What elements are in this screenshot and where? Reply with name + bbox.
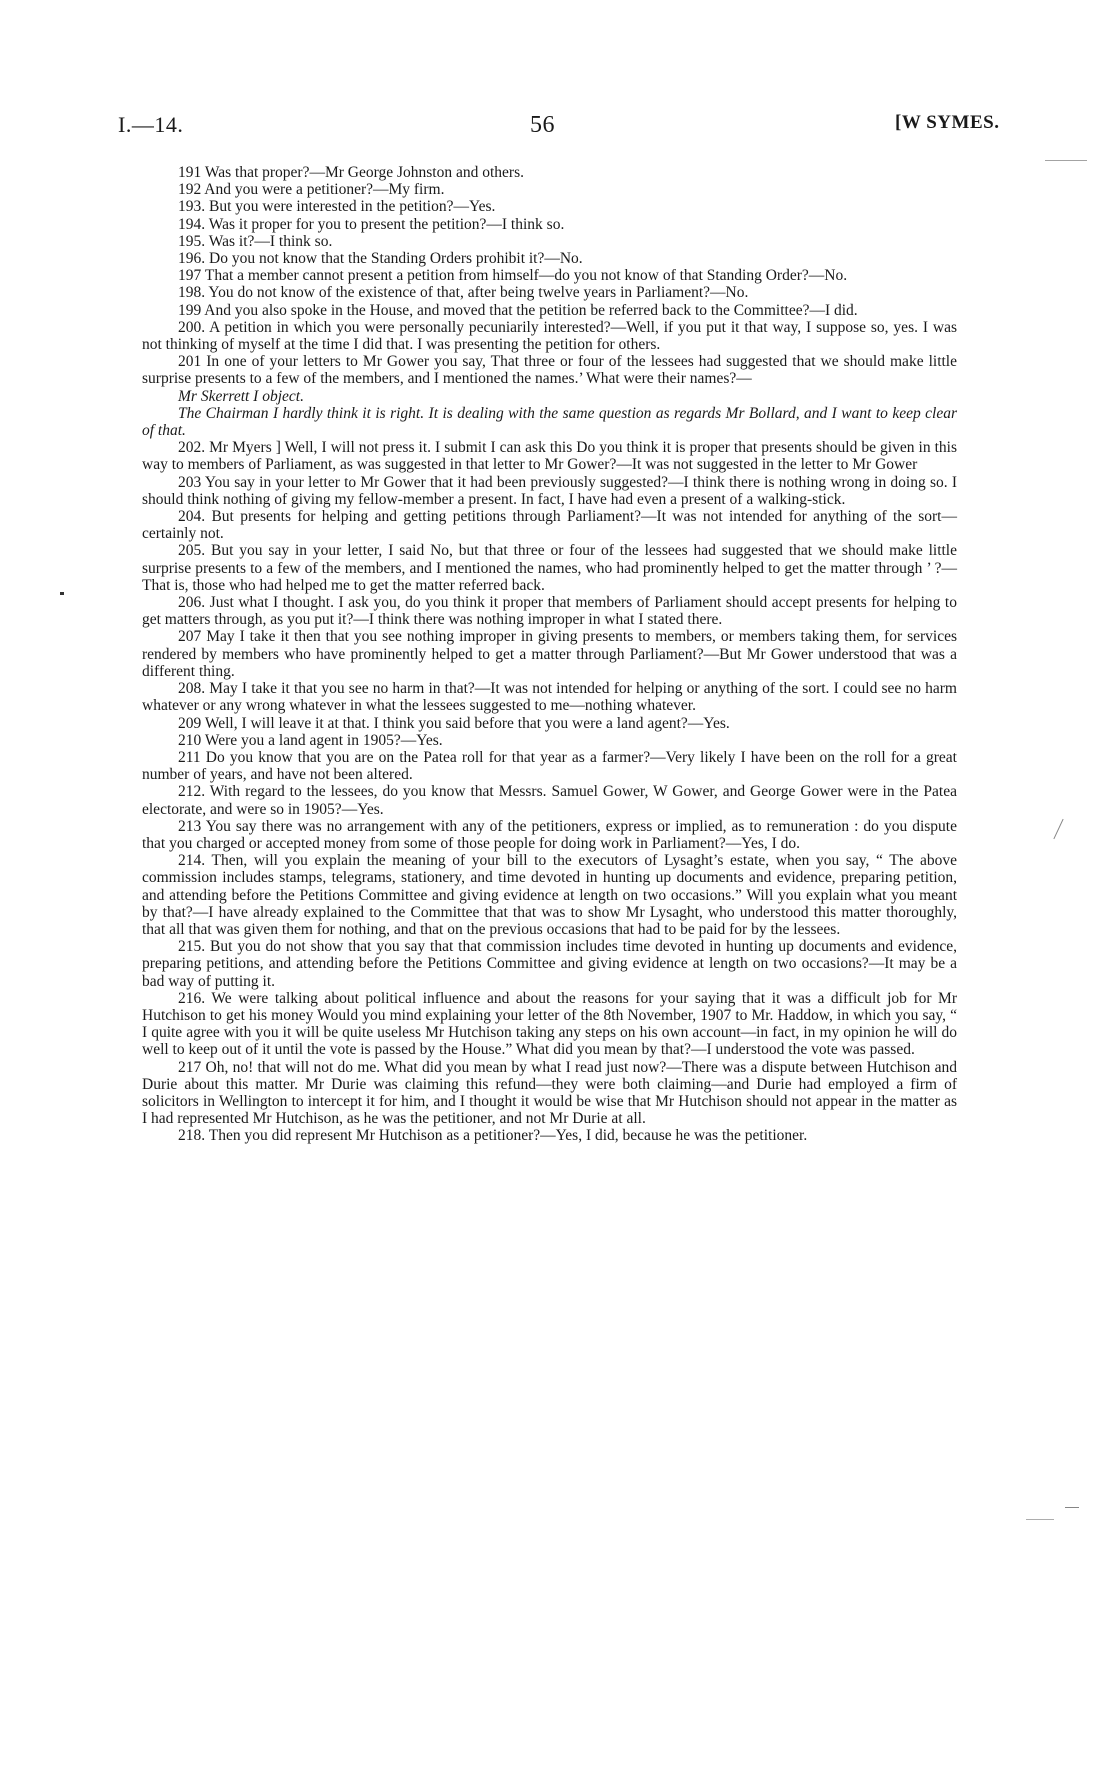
objection-skerrett: Mr Skerrett I object. bbox=[178, 387, 304, 405]
question-204: 204. But presents for helping and getting petitions through Parliament?—It was not intended for anything of the sort—certainly not. bbox=[142, 508, 957, 543]
scan-artifact bbox=[60, 592, 64, 595]
question-209: 209 Well, I will leave it at that. I think you said before that you were a land agent?—Yes. bbox=[178, 714, 730, 732]
scan-artifact bbox=[1053, 819, 1063, 839]
question-205: 205. But you say in your letter, I said No, but that three or four of the lessees had suggested that we should make little surprise presents to a few of the members, and I mentioned the names, who had prominently helped to get the matter through ’ ?—That is, those who had helped me to get the matter referred back. bbox=[142, 542, 957, 594]
scan-artifact bbox=[1026, 1519, 1054, 1520]
page-number: 56 bbox=[530, 112, 555, 138]
question-198: 198. You do not know of the existence of that, after being twelve years in Parliament?—No. bbox=[178, 284, 749, 302]
question-199: 199 And you also spoke in the House, and moved that the petition be referred back to the Committee?—I did. bbox=[178, 301, 858, 319]
paper-reference: I.—14. bbox=[118, 112, 184, 137]
witness-name: [W SYMES. bbox=[895, 112, 1000, 133]
question-192: 192 And you were a petitioner?—My firm. bbox=[178, 181, 445, 199]
question-201: 201 In one of your letters to Mr Gower you say, That three or four of the lessees had suggested that we should make little surprise presents to a few of the members, and I mentioned the names.’ What were their names?— bbox=[142, 353, 957, 388]
question-208: 208. May I take it that you see no harm in that?—It was not intended for helping or anything of the sort. I could see no harm whatever or any wrong whatever in what the lessees suggested to me—nothing whatever. bbox=[142, 680, 957, 715]
question-193: 193. But you were interested in the petition?—Yes. bbox=[178, 198, 496, 216]
question-194: 194. Was it proper for you to present the petition?—I think so. bbox=[178, 215, 565, 233]
question-202: 202. Mr Myers ] Well, I will not press it. I submit I can ask this Do you think it is proper that presents should be given in this way to members of Parliament, as was suggested in that letter to Mr Gower?—It was not suggested in the letter to Mr Gower bbox=[142, 439, 957, 474]
question-191: 191 Was that proper?—Mr George Johnston and others. bbox=[178, 164, 525, 181]
question-214: 214. Then, will you explain the meaning of your bill to the executors of Lysaght’s estate, when you say, “ The above commission includes stamps, telegrams, stationery, and time devoted in hunting up documents and evidence, preparing petition, and attending before the Petitions Committee and giving evidence at length on two occasions.” Will you explain what you meant by that?—I have already explained to the Committee that that was to show Mr Lysaght, who understood this matter thoroughly, that all that was given them for nothing, and that on the previous occasions that had to be paid for by the lessees. bbox=[142, 852, 957, 938]
question-197: 197 That a member cannot present a petition from himself—do you not know of that Standing Order?—No. bbox=[178, 267, 848, 285]
scan-artifact bbox=[1065, 1507, 1079, 1508]
question-203: 203 You say in your letter to Mr Gower that it had been previously suggested?—I think there is nothing wrong in doing so. I should think nothing of giving my fellow-member a present. In fact, I have had even a present of a walking-stick. bbox=[142, 473, 957, 508]
question-212: 212. With regard to the lessees, do you know that Messrs. Samuel Gower, W Gower, and George Gower were in the Patea electorate, and were so in 1905?—Yes. bbox=[142, 783, 957, 818]
question-217: 217 Oh, no! that will not do me. What did you mean by what I read just now?—There was a dispute between Hutchison and Durie about this matter. Mr Durie was claiming this refund—they were both claiming—and Durie had employed a firm of solicitors in Wellington to intercept it for him, and I thought it would be wise that Mr Hutchison should not appear in the matter as I had represented Mr Hutchison, as he was the petitioner, and not Mr Durie at all. bbox=[142, 1058, 957, 1128]
question-196: 196. Do you not know that the Standing Orders prohibit it?—No. bbox=[178, 250, 583, 268]
question-206: 206. Just what I thought. I ask you, do you think it proper that members of Parliament should accept presents for helping to get matters through, as you put it?—I think there was nothing improper in what I stated there. bbox=[142, 594, 957, 629]
question-213: 213 You say there was no arrangement with any of the petitioners, express or implied, as to remuneration : do you dispute that you charged or accepted money from some of those people for doing work in Parliament?—Yes, I do. bbox=[142, 817, 957, 852]
scan-artifact bbox=[1045, 160, 1087, 161]
question-215: 215. But you do not show that you say that that commission includes time devoted in hunting up documents and evidence, preparing petitions, and attending before the Petitions Committee and giving evidence at length on two occasions?—It may be a bad way of putting it. bbox=[142, 938, 957, 990]
question-200: 200. A petition in which you were personally pecuniarily interested?—Well, if you put it that way, I suppose so, yes. I was not thinking of myself at the time I did that. I was presenting the petition for others. bbox=[142, 318, 957, 354]
chairman-ruling: The Chairman I hardly think it is right. It is dealing with the same question as regards Mr Bollard, and I want to keep clear of that. bbox=[142, 404, 957, 440]
question-218: 218. Then you did represent Mr Hutchison as a petitioner?—Yes, I did, because he was the petitioner. bbox=[178, 1127, 808, 1145]
question-211: 211 Do you know that you are on the Patea roll for that year as a farmer?—Very likely I have been on the roll for a great number of years, and have not been altered. bbox=[142, 748, 957, 784]
testimony-body bbox=[142, 164, 957, 1145]
question-195: 195. Was it?—I think so. bbox=[178, 232, 333, 250]
question-216: 216. We were talking about political influence and about the reasons for your saying that it was a difficult job for Mr Hutchison to get his money Would you mind explaining your letter of the 8th November, 1907 to Mr. Haddow, in which you say, “ I quite agree with you it will be quite useless Mr Hutchison taking any steps on his own account—in fact, in my opinion he will do well to keep out of it until the vote is passed by the House.” What did you mean by that?—I understood the vote was passed. bbox=[142, 989, 957, 1059]
question-207: 207 May I take it then that you see nothing improper in giving presents to members, or members taking them, for services rendered by members who have prominently helped to get a matter through Parliament?—But Mr Gower understood that was a different thing. bbox=[142, 628, 957, 680]
question-210: 210 Were you a land agent in 1905?—Yes. bbox=[178, 731, 443, 749]
